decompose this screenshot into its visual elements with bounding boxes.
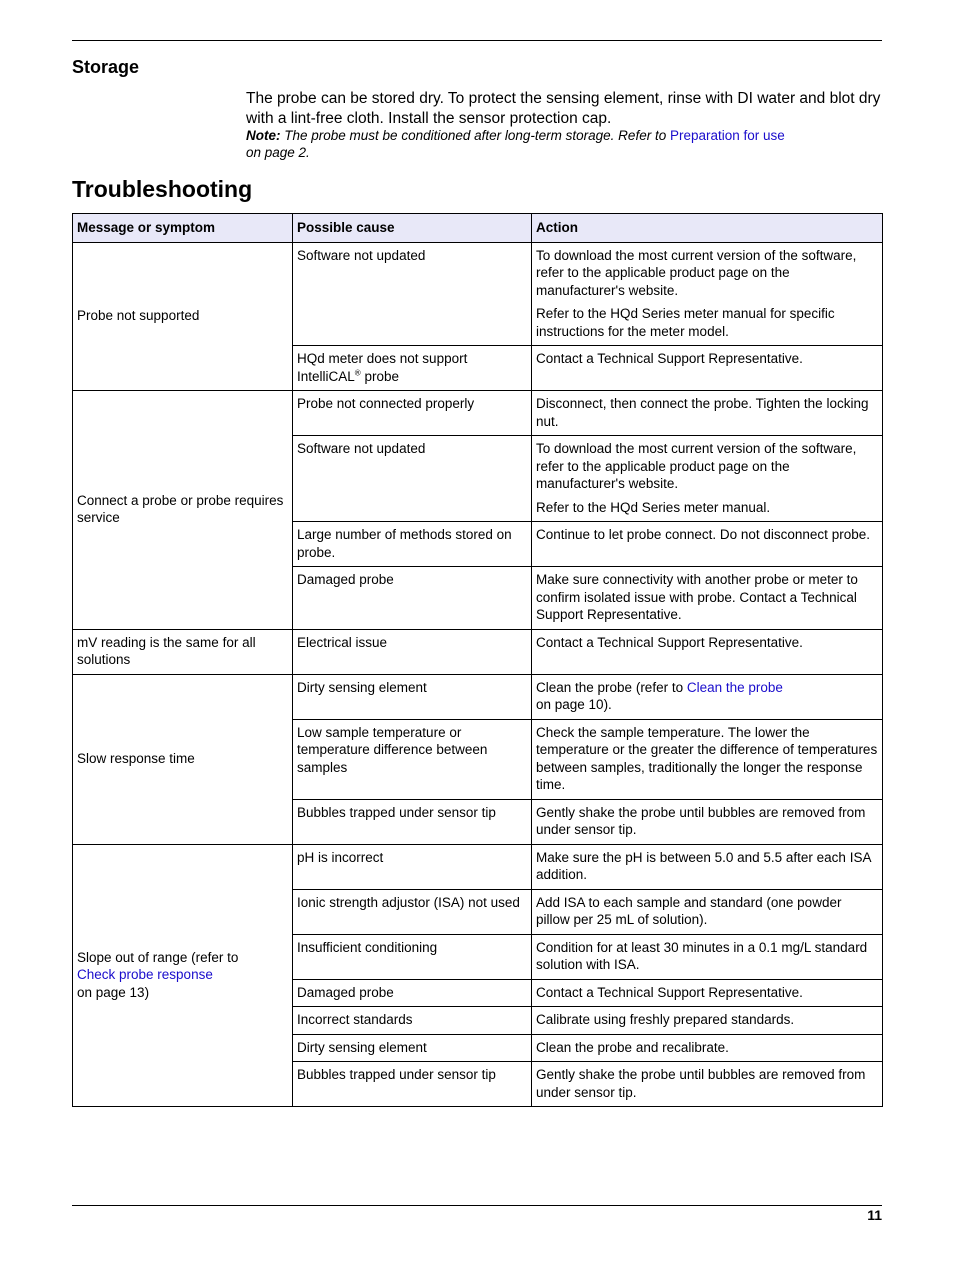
cause-cell: Damaged probe bbox=[293, 567, 532, 630]
symptom-cell: Probe not supported bbox=[73, 242, 293, 391]
cause-cell: Probe not connected properly bbox=[293, 391, 532, 436]
cause-cell: Software not updated bbox=[293, 242, 532, 346]
column-header-cause: Possible cause bbox=[293, 214, 532, 243]
registered-mark: ® bbox=[354, 368, 361, 377]
cause-text: probe bbox=[360, 368, 399, 384]
storage-note bbox=[246, 128, 846, 161]
action-cell: Gently shake the probe until bubbles are removed from under sensor tip. bbox=[532, 799, 883, 844]
cause-cell: Incorrect standards bbox=[293, 1007, 532, 1035]
cause-cell: Electrical issue bbox=[293, 629, 532, 674]
action-cell: Calibrate using freshly prepared standards. bbox=[532, 1007, 883, 1035]
top-rule bbox=[72, 40, 882, 41]
cause-cell: Insufficient conditioning bbox=[293, 934, 532, 979]
action-cell: Condition for at least 30 minutes in a 0.1 mg/L standard solution with ISA. bbox=[532, 934, 883, 979]
cause-cell: pH is incorrect bbox=[293, 844, 532, 889]
check-probe-response-link[interactable]: Check probe response bbox=[77, 967, 213, 982]
symptom-text: on page 13) bbox=[77, 984, 150, 1000]
action-text: To download the most current version of the software, refer to the applicable product page on the manufacturer's website. bbox=[536, 441, 857, 491]
cause-cell: Bubbles trapped under sensor tip bbox=[293, 799, 532, 844]
cause-cell: Low sample temperature or temperature difference between samples bbox=[293, 719, 532, 799]
action-text: Refer to the HQd Series meter manual. bbox=[536, 499, 771, 515]
action-cell: Contact a Technical Support Representative. bbox=[532, 629, 883, 674]
column-header-symptom: Message or symptom bbox=[73, 214, 293, 243]
storage-heading: Storage bbox=[72, 57, 140, 77]
symptom-cell: mV reading is the same for all solutions bbox=[73, 629, 293, 674]
preparation-for-use-link[interactable]: Preparation for use bbox=[669, 128, 785, 143]
action-cell: Continue to let probe connect. Do not disconnect probe. bbox=[532, 522, 883, 567]
cause-cell: Dirty sensing element bbox=[293, 674, 532, 719]
action-cell: Clean the probe and recalibrate. bbox=[532, 1034, 883, 1062]
symptom-text: Slope out of range (refer to bbox=[77, 949, 239, 965]
clean-the-probe-link[interactable]: Clean the probe bbox=[686, 679, 783, 695]
action-cell bbox=[532, 242, 883, 346]
action-cell: Contact a Technical Support Representative. bbox=[532, 979, 883, 1007]
action-cell: Check the sample temperature. The lower the temperature or the greater the difference of temperatures between samples, traditionally the longer the response time. bbox=[532, 719, 883, 799]
note-text: The probe must be conditioned after long-term storage. Refer to bbox=[280, 128, 670, 143]
action-text: To download the most current version of the software, refer to the applicable product page on the manufacturer's website. bbox=[536, 247, 857, 298]
cause-cell bbox=[293, 346, 532, 391]
cause-cell: Ionic strength adjustor (ISA) not used bbox=[293, 889, 532, 934]
action-cell: Disconnect, then connect the probe. Tighten the locking nut. bbox=[532, 391, 883, 436]
page-number: 11 bbox=[867, 1207, 882, 1223]
column-header-action: Action bbox=[532, 214, 883, 243]
cause-cell: Bubbles trapped under sensor tip bbox=[293, 1062, 532, 1107]
action-cell bbox=[532, 436, 883, 522]
symptom-cell: Connect a probe or probe requires service bbox=[73, 391, 293, 630]
table-row bbox=[73, 629, 883, 674]
table-row bbox=[73, 242, 883, 346]
cause-cell: Software not updated bbox=[293, 436, 532, 522]
cause-cell: Large number of methods stored on probe. bbox=[293, 522, 532, 567]
note-label: Note: bbox=[246, 128, 281, 143]
action-cell: Make sure connectivity with another probe or meter to confirm isolated issue with probe. Contact a Technical Support Representative. bbox=[532, 567, 883, 630]
table-row bbox=[73, 391, 883, 436]
action-cell bbox=[532, 674, 883, 719]
troubleshooting-heading: Troubleshooting bbox=[72, 176, 253, 202]
symptom-cell: Slow response time bbox=[73, 674, 293, 844]
bottom-rule bbox=[72, 1205, 882, 1206]
note-page: on page 2. bbox=[246, 144, 310, 160]
cause-text: HQd meter does not support IntelliCAL bbox=[297, 351, 468, 384]
action-cell: Make sure the pH is between 5.0 and 5.5 after each ISA addition. bbox=[532, 844, 883, 889]
table-header-row bbox=[73, 214, 883, 243]
symptom-cell bbox=[73, 844, 293, 1107]
cause-cell: Damaged probe bbox=[293, 979, 532, 1007]
cause-cell: Dirty sensing element bbox=[293, 1034, 532, 1062]
action-text: on page 10). bbox=[536, 697, 612, 712]
action-text: Clean the probe (refer to bbox=[536, 679, 687, 695]
action-cell: Gently shake the probe until bubbles are removed from under sensor tip. bbox=[532, 1062, 883, 1107]
storage-body: The probe can be stored dry. To protect the sensing element, rinse with DI water and blot dry with a lint-free cloth. Install the sensor protection cap. bbox=[246, 90, 881, 127]
action-text: Refer to the HQd Series meter manual for specific instructions for the meter model. bbox=[536, 306, 835, 339]
table-row bbox=[73, 674, 883, 719]
action-cell: Contact a Technical Support Representative. bbox=[532, 346, 883, 391]
action-cell: Add ISA to each sample and standard (one powder pillow per 25 mL of solution). bbox=[532, 889, 883, 934]
troubleshooting-table bbox=[72, 213, 883, 1107]
table-row bbox=[73, 844, 883, 889]
